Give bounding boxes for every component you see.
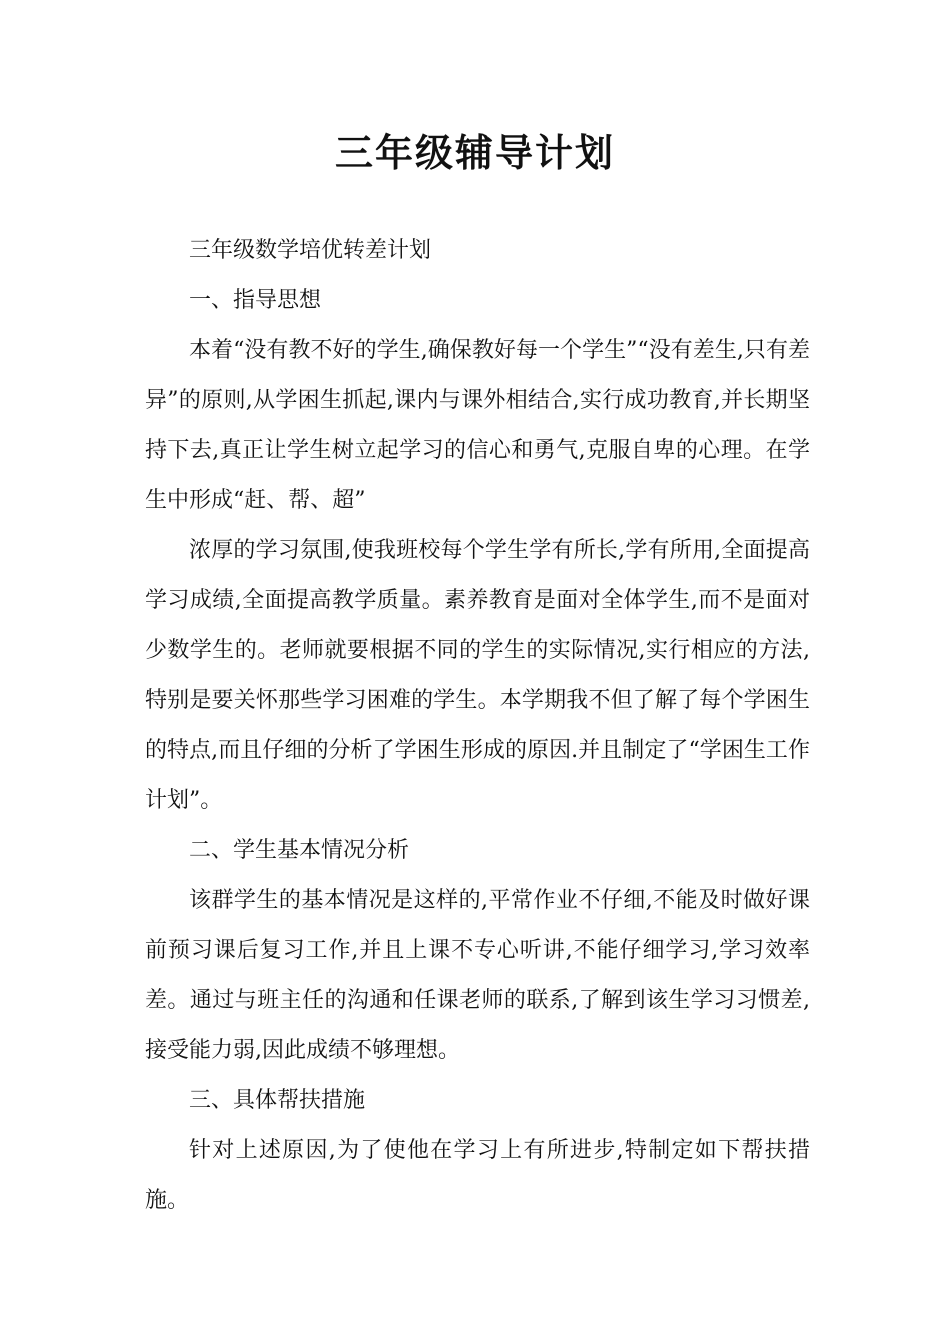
paragraph-student-analysis: 该群学生的基本情况是这样的,平常作业不仔细,不能及时做好课前预习课后复习工作,并且上课不专心听讲,不能仔细学习,学习效率差。通过与班主任的沟通和任课老师的联系,了解到该生学习习惯差,接受能力弱,因此成绩不够理想。 [145,888,810,1063]
document-body [145,226,810,1226]
plan-subtitle: 三年级数学培优转差计划 [189,238,432,263]
section-heading-student-analysis: 二、学生基本情况分析 [189,838,410,863]
page-title: 三年级辅导计划 [334,131,615,175]
paragraph-measures: 针对上述原因,为了使他在学习上有所进步,特制定如下帮扶措施。 [145,1138,810,1213]
section-heading-measures: 三、具体帮扶措施 [189,1088,366,1113]
section-heading-guiding-thought: 一、指导思想 [189,288,322,313]
paragraph-atmosphere: 浓厚的学习氛围,使我班校每个学生学有所长,学有所用,全面提高学习成绩,全面提高教学质量。素养教育是面对全体学生,而不是面对少数学生的。老师就要根据不同的学生的实际情况,实行相应的方法,特别是要关怀那些学习困难的学生。本学期我不但了解了每个学困生的特点,而且仔细的分析了学困生形成的原因.并且制定了“学困生工作计划”。 [145,538,810,813]
paragraph-principle: 本着“没有教不好的学生,确保教好每一个学生”“没有差生,只有差异”的原则,从学困生抓起,课内与课外相结合,实行成功教育,并长期坚持下去,真正让学生树立起学习的信心和勇气,克服自卑的心理。在学生中形成“赶、帮、超” [145,338,810,513]
